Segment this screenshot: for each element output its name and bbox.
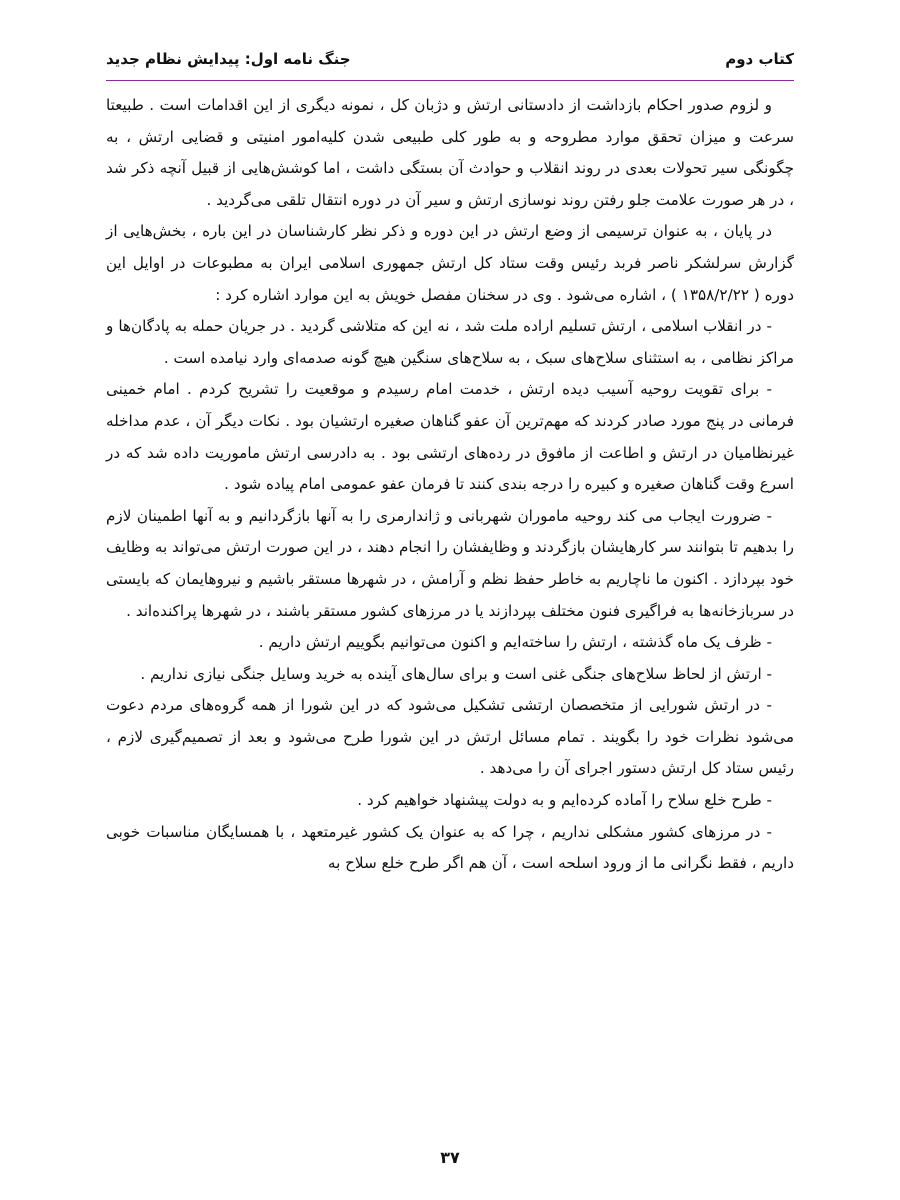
paragraph: - ضرورت ایجاب می کند روحیه ماموران شهربانی و ژاندارمری را به آنها بازگردانیم و به آنها اطمینان لازم را بدهیم تا بتوانند سر کارهایشان بازگردند و وظایفشان را انجام دهند ، در این صورت ارتش می‌تواند به وظایف خود بپردازد . اکنون ما ناچاریم به خاطر حفظ نظم و آرامش ، در شهرها مستقر باشیم و نیروهایمان که بایستی در سربازخانه‌ها به فراگیری فنون مختلف بپردازند یا در مرزهای کشور مستقر باشند ، در شهرها پراکنده‌اند . bbox=[106, 506, 794, 620]
paragraph: - ارتش از لحاظ سلاح‌های جنگی غنی است و برای سال‌های آینده به خرید وسایل جنگی نیازی نداریم . bbox=[140, 664, 772, 683]
paragraph: - طرح خلع سلاح را آماده کرده‌ایم و به دولت پیشنهاد خواهیم کرد . bbox=[357, 791, 772, 810]
paragraph: - ظرف یک ماه گذشته ، ارتش را ساخته‌ایم و اکنون می‌توانیم بگوییم ارتش داریم . bbox=[258, 633, 772, 652]
paragraph: و لزوم صدور احکام بازداشت از دادستانی ارتش و دژبان کل ، نمونه دیگری از این اقدامات است . طبیعتا سرعت و میزان تحقق موارد مطروحه و به طور کلی طبیعی شدن کلیه‌امور امنیتی و قضایی ارتش ، به چگونگی سیر تحولات بعدی در روند انقلاب و حوادث آن بستگی داشت ، اما کوشش‌هایی از قبیل آنچه ذکر شد ، در هر صورت علامت جلو رفتن روند نوسازی ارتش و سیر آن در دوره انتقال تلقی می‌گردید . bbox=[106, 96, 794, 209]
running-header bbox=[106, 46, 794, 72]
page-number: ۳۷ bbox=[440, 1148, 460, 1167]
paragraph: - در انقلاب اسلامی ، ارتش تسلیم اراده ملت شد ، نه این که متلاشی گردید . در جریان حمله به پادگان‌ها و مراکز نظامی ، به استثنای سلاح‌های سبک ، به سلاح‌های سنگین هیچ گونه صدمه‌ای وارد نیامده است . bbox=[106, 317, 794, 367]
header-divider bbox=[106, 80, 794, 81]
body-text bbox=[106, 90, 794, 880]
chapter-title: جنگ نامه اول: پیدایش نظام جدید bbox=[106, 50, 351, 68]
paragraph: - در ارتش شورایی از متخصصان ارتشی تشکیل می‌شود که در این شورا از همه گروه‌های مردم دعوت می‌شود نظرات خود را بگویند . تمام مسائل ارتش در این شورا طرح می‌شود و بعد از تصمیم‌گیری لازم ، رئیس ستاد کل ارتش دستور اجرای آن را می‌دهد . bbox=[106, 696, 794, 778]
paragraph: در پایان ، به عنوان ترسیمی از وضع ارتش در این دوره و ذکر نظر کارشناسان در این باره ، بخش‌هایی از گزارش سرلشکر ناصر فربد رئیس وقت ستاد کل ارتش جمهوری اسلامی ایران به مطبوعات در اوایل این دوره ( ۱۳۵۸/۲/۲۲ ) ، اشاره می‌شود . وی در سخنان مفصل خویش به این موارد اشاره کرد : bbox=[106, 222, 794, 304]
book-label: کتاب دوم bbox=[725, 50, 794, 68]
paragraph: - در مرزهای کشور مشکلی نداریم ، چرا که به عنوان یک کشور غیرمتعهد ، با همسایگان مناسبات خوبی داریم ، فقط نگرانی ما از ورود اسلحه است ، آن هم اگر طرح خلع سلاح به bbox=[106, 822, 794, 873]
paragraph: - برای تقویت روحیه آسیب دیده ارتش ، خدمت امام رسیدم و موقعیت را تشریح کردم . امام خمینی فرمانی در پنج مورد صادر کردند که مهم‌ترین آن عفو گناهان صغیره ارتشیان بود . نکات دیگر آن ، عدم مداخله غیرنظامیان در ارتش و اطاعت از مافوق در رده‌های ارتشی بود . به دادرسی ارتش ماموریت داده شد که در اسرع وقت گناهان صغیره و کبیره را درجه بندی کنند تا فرمان عفو عمومی امام پیاده شود . bbox=[106, 380, 794, 494]
